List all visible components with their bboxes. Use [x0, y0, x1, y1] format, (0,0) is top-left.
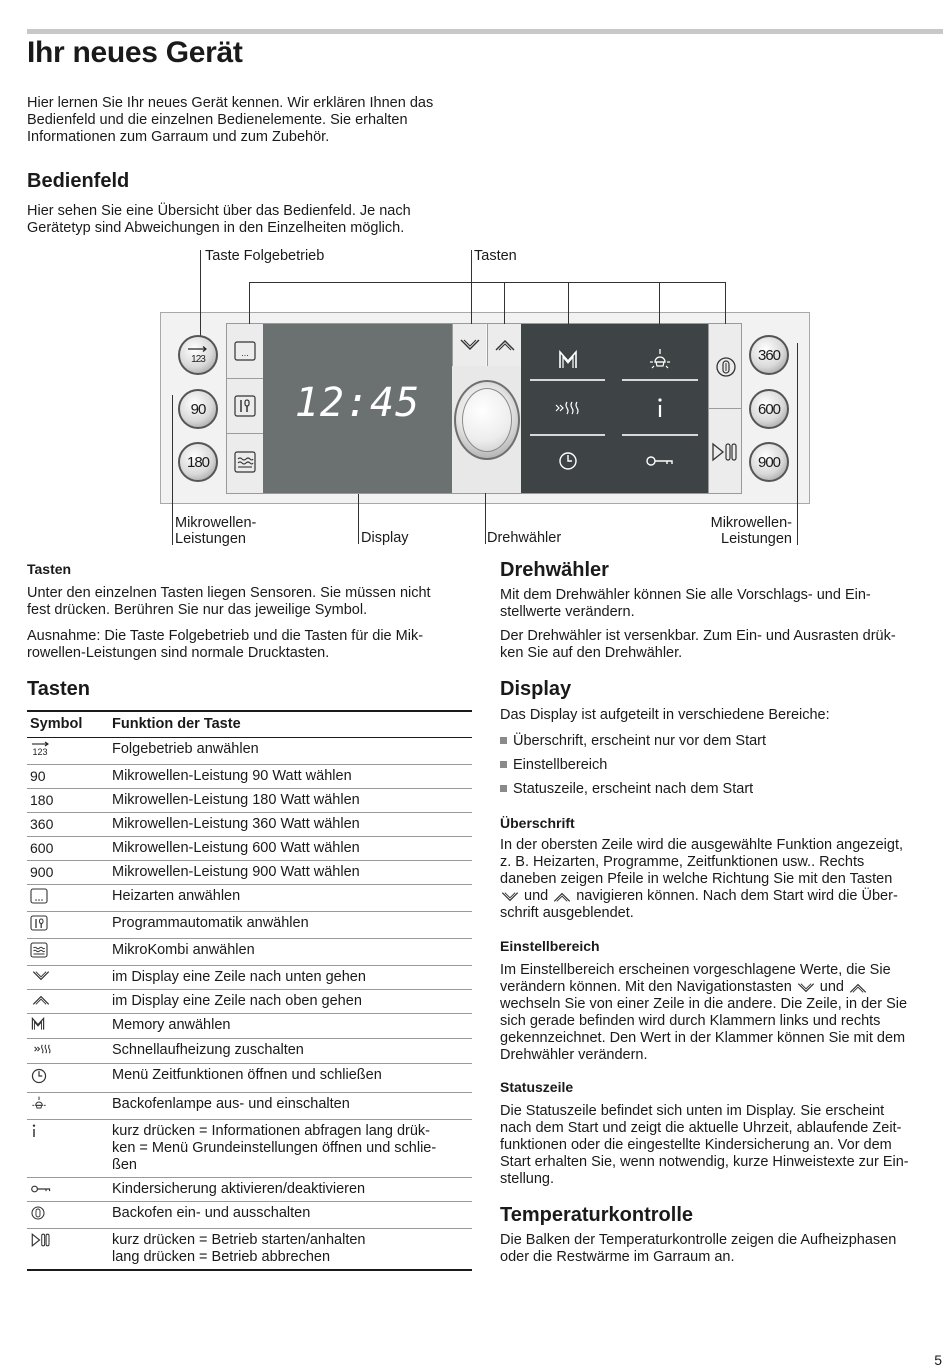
text-line: z. B. Heizarten, Programme, Zeitfunktionen usw.. Rechts — [500, 854, 865, 870]
microcombi-icon — [30, 942, 48, 958]
bullet-item — [500, 781, 753, 797]
tasten-table — [27, 710, 472, 1271]
power-column-divider — [709, 408, 741, 409]
key-button[interactable] — [640, 446, 680, 476]
mw-900-label: 900 — [757, 453, 781, 471]
tasten-paragraph-1 — [27, 585, 431, 619]
memory-icon — [557, 350, 579, 370]
table-row — [27, 1120, 472, 1178]
bullet-text: Einstellbereich — [513, 757, 608, 773]
memory-icon — [30, 1017, 46, 1031]
mw-180-label: 180 — [186, 453, 210, 471]
heating-modes-button[interactable] — [227, 324, 263, 379]
mw-600-button[interactable] — [749, 389, 789, 429]
text-line: Die Statuszeile befindet sich unten im Display. Sie erscheint — [500, 1103, 885, 1119]
start-pause-icon — [30, 1232, 52, 1248]
text-line: oder die Restwärme im Garraum an. — [500, 1249, 735, 1265]
text-line: Im Einstellbereich erscheinen vorgeschlagene Werte, die Sie — [500, 962, 891, 978]
info-icon — [30, 1123, 38, 1139]
power-icon — [30, 1205, 46, 1221]
drehwaehler-heading: Drehwähler — [500, 559, 609, 581]
function-cell: Mikrowellen-Leistung 900 Watt wählen — [109, 861, 472, 885]
column-header-symbol: Symbol — [27, 711, 109, 738]
text-line: Ausnahme: Die Taste Folgebetrieb und die Tasten für die Mik- — [27, 628, 424, 644]
function-cell: Backofen ein- und ausschalten — [109, 1202, 472, 1229]
function-cell: Mikrowellen-Leistung 90 Watt wählen — [109, 765, 472, 789]
heating-modes-icon — [30, 888, 48, 904]
function-cell: Memory anwählen — [109, 1014, 472, 1039]
text-line: Mit dem Drehwähler können Sie alle Vorschlags- und Ein- — [500, 587, 871, 603]
heating-modes-icon — [233, 340, 257, 362]
nav-up-button[interactable] — [487, 324, 521, 366]
arrow-up-icon — [848, 982, 868, 994]
mw-360-label: 360 — [757, 346, 781, 364]
memory-button[interactable] — [548, 345, 588, 375]
text-line: In der obersten Zeile wird die ausgewählte Funktion angezeigt, — [500, 837, 904, 853]
symbol-cell — [27, 765, 109, 789]
label-line: Mikrowellen- — [710, 515, 792, 531]
power-icon — [714, 355, 738, 379]
table-row — [27, 1178, 472, 1202]
intro-line: Hier lernen Sie Ihr neues Gerät kennen. Wir erklären Ihnen das — [27, 95, 434, 111]
einstellbereich-heading: Einstellbereich — [500, 938, 600, 954]
display-clock: 12:45 — [294, 380, 421, 426]
text-line: daneben zeigen Pfeile in welche Richtung Sie mit den Tasten — [500, 871, 893, 887]
table-row — [27, 861, 472, 885]
function-cell: Menü Zeitfunktionen öffnen und schließen — [109, 1064, 472, 1093]
bedienfeld-heading: Bedienfeld — [27, 170, 130, 192]
arrow-down-icon — [30, 970, 52, 982]
text-line: Drehwähler verändern. — [500, 1047, 648, 1063]
text-line: stellung. — [500, 1171, 555, 1187]
label-line: Mikrowellen- — [175, 515, 257, 531]
clock-button[interactable] — [548, 446, 588, 476]
function-cell: MikroKombi anwählen — [109, 939, 472, 966]
text-line: Die Balken der Temperaturkontrolle zeigen die Aufheizphasen — [500, 1232, 897, 1248]
arrow-down-icon — [459, 338, 481, 352]
symbol-text: 360 — [30, 816, 54, 832]
label-taste-folgebetrieb: Taste Folgebetrieb — [205, 248, 325, 264]
text-line: Start erhalten Sie, wenn notwendig, kurze Hinweistexte zur Ein- — [500, 1154, 909, 1170]
lamp-icon — [647, 348, 673, 372]
symbol-cell — [27, 912, 109, 939]
text-line: Der Drehwähler ist versenkbar. Zum Ein- und Ausrasten drük- — [500, 628, 896, 644]
leader-line — [172, 395, 173, 545]
table-row — [27, 789, 472, 813]
mw-180-button[interactable] — [178, 442, 218, 482]
svg-text:123: 123 — [191, 354, 205, 365]
sequence-icon — [30, 741, 52, 757]
leader-line — [358, 494, 359, 544]
table-row — [27, 912, 472, 939]
symbol-cell — [27, 813, 109, 837]
svg-text:123: 123 — [32, 747, 48, 757]
text-line: gekennzeichnet. Den Wert in der Klammer können Sie mit dem — [500, 1030, 906, 1046]
table-row — [27, 813, 472, 837]
display-heading: Display — [500, 678, 572, 700]
column-header-function: Funktion der Taste — [109, 711, 472, 738]
function-cell: kurz drücken = Betrieb starten/anhalten lang drücken = Betrieb abbrechen — [109, 1229, 472, 1271]
symbol-text: 600 — [30, 840, 54, 856]
info-icon — [654, 397, 666, 419]
function-cell: im Display eine Zeile nach unten gehen — [109, 966, 472, 990]
start-pause-button[interactable] — [711, 441, 739, 463]
rapid-heat-icon — [554, 398, 582, 418]
page-number: 5 — [934, 1352, 942, 1368]
key-icon — [30, 1184, 52, 1194]
microcombi-button[interactable] — [227, 434, 263, 489]
microcombi-icon — [233, 450, 257, 474]
inline-text: navigieren können. Nach dem Start wird die Über- — [576, 888, 898, 904]
temperatur-heading: Temperaturkontrolle — [500, 1204, 693, 1226]
inline-text: und — [524, 888, 549, 904]
leader-line — [471, 250, 472, 335]
text-line — [500, 888, 903, 905]
inline-text: und — [819, 979, 844, 995]
arrow-down-icon — [500, 891, 520, 903]
arrow-down-icon — [796, 982, 816, 994]
intro-text — [27, 95, 433, 146]
ueberschrift-heading: Überschrift — [500, 815, 575, 831]
table-header-row — [27, 711, 472, 738]
mw-90-button[interactable] — [178, 389, 218, 429]
label-drehwaehler: Drehwähler — [487, 530, 562, 546]
display-intro: Das Display ist aufgeteilt in verschiedene Bereiche: — [500, 707, 830, 723]
symbol-cell — [27, 1120, 109, 1178]
label-display: Display — [361, 530, 409, 546]
function-cell: Backofenlampe aus- und einschalten — [109, 1093, 472, 1120]
folgebetrieb-button[interactable] — [178, 335, 218, 375]
bullet-text: Statuszeile, erscheint nach dem Start — [513, 781, 754, 797]
lamp-icon — [30, 1096, 48, 1112]
symbol-cell — [27, 966, 109, 990]
symbol-text: 90 — [30, 768, 46, 784]
text-line: nach dem Start und zeigt die aktuelle Uhrzeit, ablaufende Zeit- — [500, 1120, 902, 1136]
label-tasten: Tasten — [474, 248, 517, 264]
lamp-button[interactable] — [640, 345, 680, 375]
bedienfeld-text — [27, 203, 411, 237]
info-button[interactable] — [640, 393, 680, 423]
leader-line — [200, 250, 201, 338]
auto-program-button[interactable] — [227, 379, 263, 434]
symbol-cell — [27, 789, 109, 813]
table-row — [27, 837, 472, 861]
table-row — [27, 885, 472, 912]
bedienfeld-line: Hier sehen Sie eine Übersicht über das Bedienfeld. Je nach — [27, 203, 411, 219]
power-button[interactable] — [714, 355, 738, 379]
text-line: wechseln Sie von einer Zeile in die andere. Die Zeile, in der Sie — [500, 996, 908, 1012]
statuszeile-heading: Statuszeile — [500, 1079, 574, 1095]
label-line: Leistungen — [175, 531, 246, 547]
svg-text:...: ... — [241, 348, 249, 358]
symbol-cell — [27, 1202, 109, 1229]
drehwaehler-paragraph-1 — [500, 587, 871, 621]
table-row — [27, 1202, 472, 1229]
text-line: fest drücken. Berühren Sie nur das jeweilige Symbol. — [27, 602, 368, 618]
ueberschrift-text — [500, 837, 903, 922]
label-mikrowellen-left — [175, 515, 256, 547]
symbol-text: 900 — [30, 864, 54, 880]
table-row — [27, 990, 472, 1014]
function-cell: Kindersicherung aktivieren/deaktivieren — [109, 1178, 472, 1202]
bedienfeld-line: Gerätetyp sind Abweichungen in den Einzelheiten möglich. — [27, 220, 405, 236]
symbol-cell — [27, 939, 109, 966]
nav-down-button[interactable] — [452, 324, 486, 366]
temperatur-text — [500, 1232, 896, 1266]
symbol-cell — [27, 837, 109, 861]
start-pause-icon — [711, 441, 739, 463]
symbol-cell — [27, 990, 109, 1014]
symbol-cell — [27, 1229, 109, 1271]
auto-program-icon — [30, 915, 48, 931]
mw-600-label: 600 — [757, 400, 781, 418]
function-cell: Programmautomatik anwählen — [109, 912, 472, 939]
rapid-heat-icon — [30, 1042, 56, 1056]
auto-program-icon — [233, 394, 257, 418]
symbol-cell — [27, 1039, 109, 1064]
bullet-item — [500, 757, 607, 773]
symbol-cell — [27, 1064, 109, 1093]
tasten-subheading: Tasten — [27, 561, 72, 577]
symbol-cell — [27, 1093, 109, 1120]
mw-90-label: 90 — [190, 400, 206, 418]
table-row — [27, 765, 472, 789]
function-cell: Mikrowellen-Leistung 600 Watt wählen — [109, 837, 472, 861]
table-row — [27, 1039, 472, 1064]
symbol-cell — [27, 861, 109, 885]
bullet-item — [500, 733, 766, 749]
text-line: funktionen oder die eingestellte Kindersicherung an. Vor dem — [500, 1137, 892, 1153]
symbol-text: 180 — [30, 792, 54, 808]
table-row — [27, 1229, 472, 1271]
text-line: ken Sie auf den Drehwähler. — [500, 645, 683, 661]
text-line: rowellen-Leistungen sind normale Drucktasten. — [27, 645, 330, 661]
clock-icon — [30, 1067, 48, 1085]
text-line: sich gerade befinden wird durch Klammern links und rechts — [500, 1013, 881, 1029]
key-icon — [645, 454, 675, 468]
text-line — [500, 979, 907, 996]
table-row — [27, 939, 472, 966]
bullet-text: Überschrift, erscheint nur vor dem Start — [513, 733, 767, 749]
rapid-heat-button[interactable] — [548, 393, 588, 423]
function-cell: Schnellaufheizung zuschalten — [109, 1039, 472, 1064]
table-row — [27, 1014, 472, 1039]
inline-text: verändern können. Mit den Navigationstasten — [500, 979, 792, 995]
function-cell: kurz drücken = Informationen abfragen lang drük- ken = Menü Grundeinstellungen öffnen und schlie- ßen — [109, 1120, 472, 1178]
clock-icon — [557, 450, 579, 472]
intro-line: Bedienfeld und die einzelnen Bedienelemente. Sie erhalten — [27, 112, 408, 128]
header-rule — [27, 29, 943, 34]
label-line: Leistungen — [721, 531, 792, 547]
tasten-table-heading: Tasten — [27, 678, 90, 700]
function-cell: Mikrowellen-Leistung 360 Watt wählen — [109, 813, 472, 837]
mw-900-button[interactable] — [749, 442, 789, 482]
function-cell: Folgebetrieb anwählen — [109, 738, 472, 765]
arrow-up-icon — [494, 338, 516, 352]
function-cell: im Display eine Zeile nach oben gehen — [109, 990, 472, 1014]
touch-separator — [530, 434, 605, 436]
table-row — [27, 1064, 472, 1093]
touch-separator — [622, 434, 698, 436]
function-cell: Heizarten anwählen — [109, 885, 472, 912]
symbol-cell — [27, 885, 109, 912]
table-row — [27, 738, 472, 765]
table-row — [27, 1093, 472, 1120]
touch-separator — [622, 379, 698, 381]
symbol-cell — [27, 738, 109, 765]
page-title: Ihr neues Gerät — [27, 36, 243, 69]
leader-line — [797, 343, 798, 545]
sequence-icon — [185, 345, 211, 365]
mw-360-button[interactable] — [749, 335, 789, 375]
touch-separator — [530, 379, 605, 381]
rotary-dial-knob[interactable] — [462, 388, 512, 452]
tasten-paragraph-2 — [27, 628, 423, 662]
text-line: stellwerte verändern. — [500, 604, 635, 620]
arrow-up-icon — [552, 891, 572, 903]
leader-line — [249, 282, 726, 283]
intro-line: Informationen zum Garraum und zum Zubehör. — [27, 129, 330, 145]
symbol-cell — [27, 1178, 109, 1202]
label-mikrowellen-right — [690, 515, 792, 547]
table-row — [27, 966, 472, 990]
function-cell: Mikrowellen-Leistung 180 Watt wählen — [109, 789, 472, 813]
arrow-up-icon — [30, 994, 52, 1006]
text-line: Unter den einzelnen Tasten liegen Sensoren. Sie müssen nicht — [27, 585, 431, 601]
drehwaehler-paragraph-2 — [500, 628, 896, 662]
statuszeile-text — [500, 1103, 909, 1188]
einstellbereich-text — [500, 962, 907, 1064]
symbol-cell — [27, 1014, 109, 1039]
text-line: schrift ausgeblendet. — [500, 905, 634, 921]
